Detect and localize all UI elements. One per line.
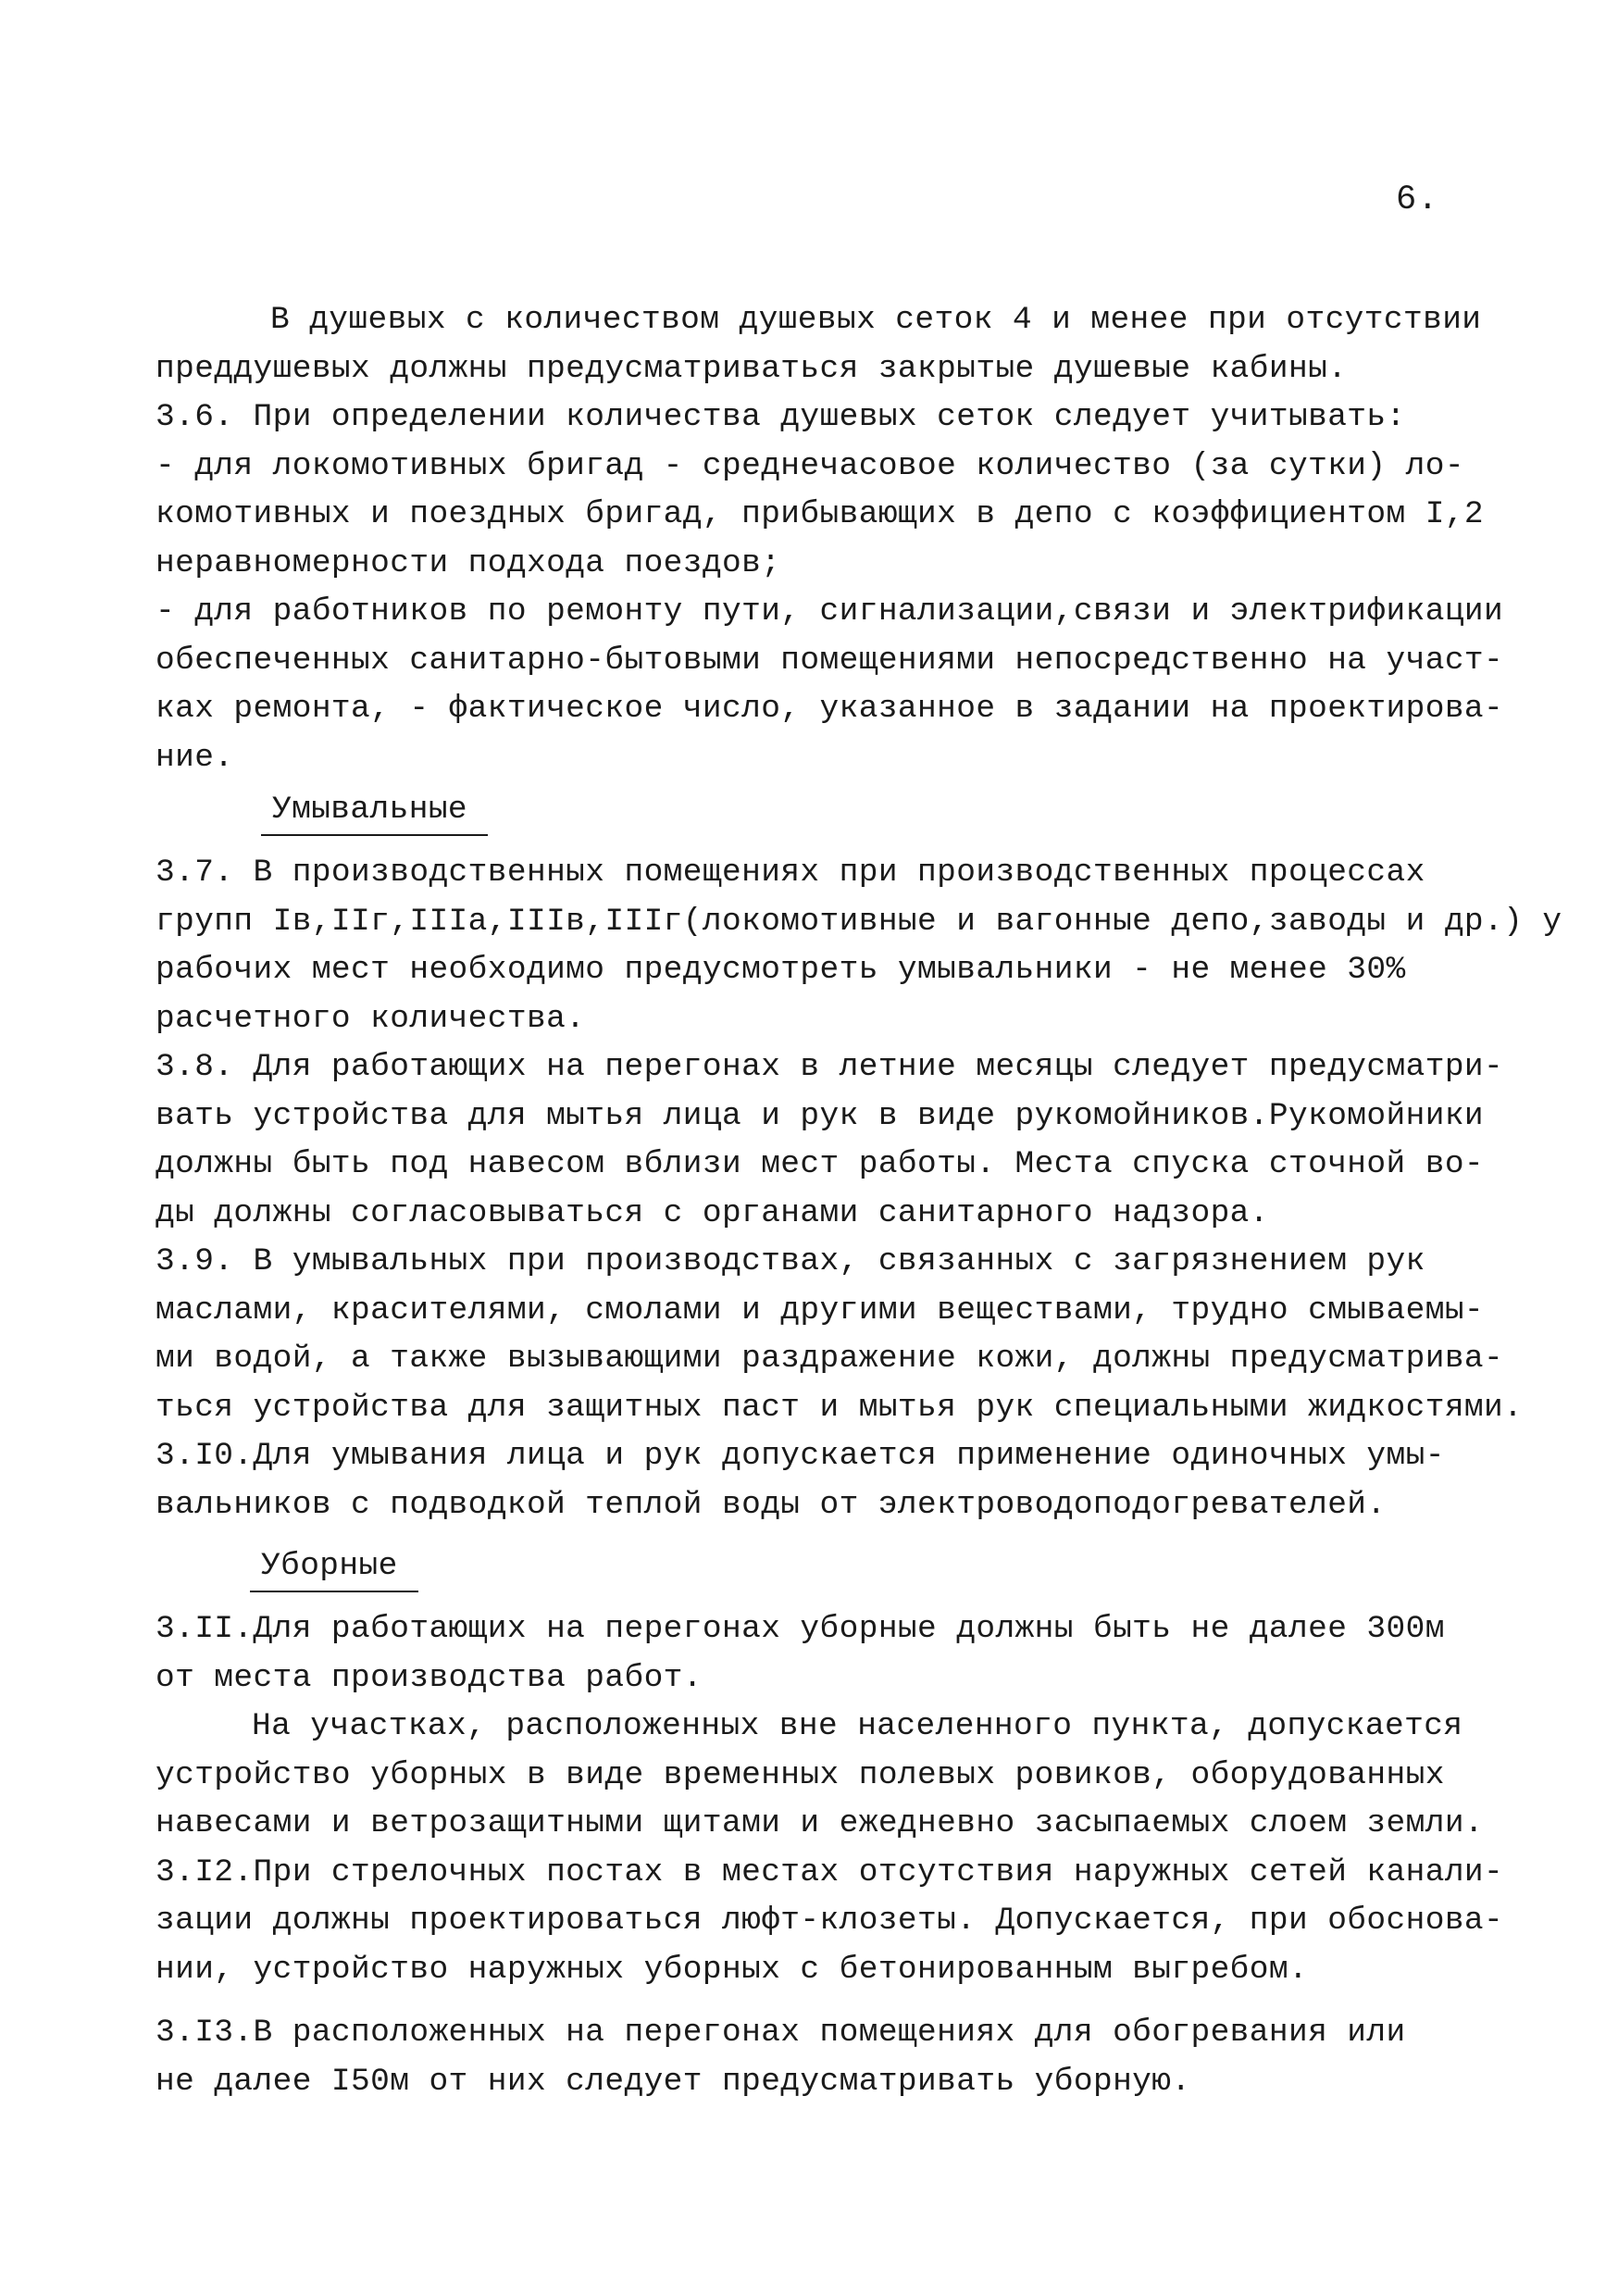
text-line: - для работников по ремонту пути, сигнализации,связи и электрификации: [156, 593, 1504, 630]
text-line: 3.7. В производственных помещениях при производственных процессах: [156, 855, 1425, 891]
text-line: ться устройства для защитных паст и мытья рук специальными жидкостями.: [156, 1389, 1524, 1426]
document-body: [156, 296, 1562, 2106]
text-line: 3.I2.При стрелочных постах в местах отсутствия наружных сетей канали-: [156, 1853, 1504, 1890]
text-line: вальников с подводкой теплой воды от электроводоподогревателей.: [156, 1486, 1387, 1523]
text-line: не далее I50м от них следует предусматривать уборную.: [156, 2063, 1191, 2100]
text-line: неравномерности подхода поездов;: [156, 544, 781, 581]
text-line: устройство уборных в виде временных полевых ровиков, оборудованных: [156, 1756, 1445, 1793]
text-line: ние.: [156, 739, 234, 776]
text-line: В душевых с количеством душевых сеток 4 и менее при отсутствии: [270, 302, 1482, 338]
text-line: 3.8. Для работающих на перегонах в летние месяцы следует предусматри-: [156, 1049, 1504, 1085]
text-line: ды должны согласовываться с органами санитарного надзора.: [156, 1194, 1269, 1231]
text-line: от места производства работ.: [156, 1659, 703, 1696]
text-line: На участках, расположенных вне населенного пункта, допускается: [252, 1708, 1463, 1744]
section-heading-ubornye: Уборные: [250, 1546, 418, 1592]
text-line: должны быть под навесом вблизи мест работы. Места спуска сточной во-: [156, 1146, 1485, 1182]
section-heading-block: [156, 782, 1479, 840]
text-line: обеспеченных санитарно-бытовыми помещениями непосредственно на участ-: [156, 642, 1504, 679]
text-line: 3.6. При определении количества душевых сеток следует учитывать:: [156, 399, 1406, 435]
text-line: ках ремонта, - фактическое число, указанное в задании на проектирова-: [156, 691, 1504, 727]
text-line: 3.9. В умывальных при производствах, связанных с загрязнением рук: [156, 1243, 1425, 1279]
text-line: 3.II.Для работающих на перегонах уборные должны быть не далее 300м: [156, 1611, 1445, 1647]
text-line: преддушевых должны предусматриваться закрытые душевые кабины.: [156, 350, 1348, 387]
text-line: рабочих мест необходимо предусмотреть умывальники - не менее 30%: [156, 952, 1406, 988]
text-line: 3.I3.В расположенных на перегонах помещениях для обогревания или: [156, 2015, 1406, 2051]
text-line: ми водой, а также вызывающими раздражение кожи, должны предусматрива-: [156, 1341, 1504, 1377]
text-line: 3.I0.Для умывания лица и рук допускается применение одиночных умы-: [156, 1438, 1445, 1474]
text-line: навесами и ветрозащитными щитами и ежедневно засыпаемых слоем земли.: [156, 1805, 1485, 1841]
text-line: маслами, красителями, смолами и другими веществами, трудно смываемы-: [156, 1292, 1485, 1329]
text-line: - для локомотивных бригад - среднечасовое количество (за сутки) ло-: [156, 447, 1464, 484]
text-line: расчетного количества.: [156, 1000, 586, 1037]
text-line: зации должны проектироваться люфт-клозеты. Допускается, при обоснова-: [156, 1903, 1504, 1939]
text-line: групп Iв,IIг,IIIа,IIIв,IIIг(локомотивные и вагонные депо,заводы и др.) у: [156, 903, 1562, 940]
text-line: нии, устройство наружных уборных с бетонированным выгребом.: [156, 1951, 1309, 1988]
page-number: 6.: [1396, 181, 1439, 219]
section-heading-umyvalnye: Умывальные: [261, 790, 488, 836]
section-heading-block: [156, 1539, 1479, 1596]
text-line: вать устройства для мытья лица и рук в виде рукомойников.Рукомойники: [156, 1097, 1485, 1134]
text-line: комотивных и поездных бригад, прибывающих в депо с коэффициентом I,2: [156, 496, 1485, 532]
